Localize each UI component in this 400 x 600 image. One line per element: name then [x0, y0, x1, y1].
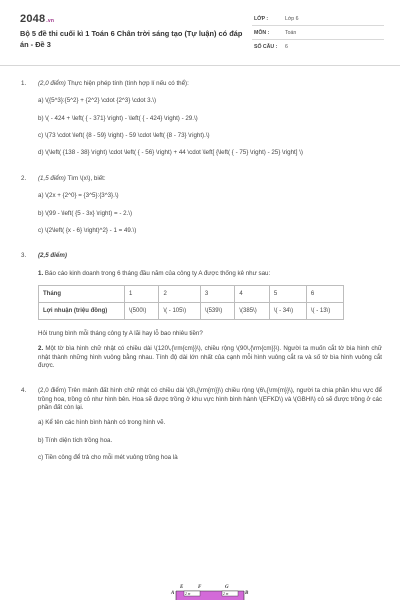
question-paragraph: 2. Một tờ bìa hình chữ nhật có chiều dài \(120\,{\rm{cm}}\), chiều rộng \(90\,{\rm{cm}}\). Người ta muốn cắt tờ bìa hình chữ nhật thành những hình vuông bằng nhau. Tính độ dài lớn nhất của cạnh mỗi hình vuông cắt ra và số tờ bìa hình vuông cắt được.: [38, 345, 382, 370]
question-number: 3.: [21, 252, 27, 260]
meta-info-box: [252, 12, 384, 54]
table-row: [39, 302, 344, 319]
table-header-cell: Tháng: [39, 285, 125, 302]
table-header-cell: Lợi nhuận (triệu đồng): [39, 302, 125, 319]
exam-content: [0, 80, 400, 480]
table-cell: 5: [269, 285, 306, 302]
question-item: c) Tiền công để trả cho mỗi mét vuông trồng hoa là: [38, 454, 178, 462]
question-number: 2.: [21, 174, 27, 182]
table-cell: 2: [159, 285, 200, 302]
page-title: Bộ 5 đề thi cuối kì 1 Toán 6 Chân trời sáng tạo (Tự luận) có đáp án - Đề 3: [20, 29, 243, 49]
question-prompt: (2,0 điểm) Thực hiện phép tính (tính hợp lí nếu có thể):: [38, 80, 189, 87]
question-item: b) Tính diện tích trồng hoa.: [38, 436, 113, 444]
points-label: (1,5 điểm): [38, 174, 66, 182]
question-item: c) \(73 \cdot \left( {8 - 59} \right) - 59 \cdot \left( {8 - 73} \right).\): [38, 132, 210, 140]
question-3: [0, 252, 400, 370]
question-2: [0, 175, 400, 235]
question-item: c) \(2\left( {x - 6} \right)^2} - 1 = 49.\): [38, 226, 137, 234]
question-number: 1.: [21, 80, 27, 87]
table-cell: 3: [200, 285, 234, 302]
dimension-label: 2 m: [185, 592, 191, 597]
table-cell: \( - 34\): [269, 302, 306, 319]
point-label: B: [245, 591, 249, 596]
question-paragraph: Hỏi trung bình mỗi tháng công ty A lãi hay lỗ bao nhiêu tiền?: [38, 329, 203, 337]
question-prompt: [38, 252, 382, 260]
meta-value: Toán: [285, 30, 297, 36]
points-label: (2,5 điểm): [38, 252, 67, 260]
table-cell: \(539\): [200, 302, 234, 319]
meta-label: MÔN :: [254, 30, 270, 36]
question-item: d) \(\left( {138 - 38} \right) \cdot \left( { - 56} \right) + 44 \cdot \left[ {\left( { - 75} \right) - 25} \right] \): [38, 149, 303, 157]
point-label: E: [180, 585, 184, 590]
meta-label: LỚP :: [254, 16, 269, 22]
document-header: [0, 0, 400, 66]
question-prompt: (2,0 điểm) Trên mảnh đất hình chữ nhật có chiều dài \(8\,{\rm{m}}\) chiều rộng \(6\,{\rm{m}}\), người ta chia phần khu vực để trồng hoa, trồng cỏ như hình bên. Hoa sẽ được trồng ở khu vực hình bình hành \(EFKD\) và \(GBHI\) cỏ sẽ được trồng ở các phần đất còn lại.: [38, 387, 382, 412]
question-1: [0, 80, 400, 158]
dimension-label: 2 m: [223, 592, 229, 597]
points-label: (2,0 điểm): [38, 80, 66, 87]
question-number: 4.: [21, 387, 27, 395]
meta-value: 6: [285, 44, 288, 50]
table-row: [39, 285, 344, 302]
question-paragraph: 1. Báo cáo kinh doanh trong 6 tháng đầu năm của công ty A được thống kê như sau:: [38, 269, 271, 277]
point-label: F: [198, 585, 202, 590]
points-label: (2,0 điểm): [38, 387, 67, 395]
site-logo[interactable]: 2048.vn: [20, 13, 55, 25]
table-cell: 6: [306, 285, 343, 302]
point-label: A: [171, 591, 175, 596]
question-4: [0, 387, 400, 462]
table-cell: \(500\): [125, 302, 159, 319]
question-item: b) \(99 - \left( {5 - 3x} \right) = - 2.\): [38, 209, 133, 217]
question-item: a) \(2x + {2^0} = {3^5}:{3^3}.\): [38, 192, 119, 200]
table-cell: \( - 13\): [306, 302, 343, 319]
profit-table: [38, 285, 344, 320]
meta-label: SỐ CÂU :: [254, 44, 278, 50]
table-cell: 1: [125, 285, 159, 302]
table-cell: \( - 105\): [159, 302, 200, 319]
table-cell: \(385\): [235, 302, 269, 319]
meta-row-subject: [252, 26, 384, 40]
table-cell: 4: [235, 285, 269, 302]
meta-row-class: [252, 12, 384, 26]
garden-figure: [170, 582, 250, 600]
question-prompt: (1,5 điểm) Tìm \(x\), biết:: [38, 174, 106, 182]
question-item: a) \({5^3}:{5^2} + {2^2} \cdot {2^3} \cdot 3.\): [38, 97, 157, 105]
meta-value: Lớp 6: [285, 16, 299, 22]
meta-row-question-count: [252, 40, 384, 54]
point-label: G: [225, 585, 229, 590]
question-item: b) \( - 424 + \left( { - 371} \right) - \left( { - 424} \right) - 29.\): [38, 114, 198, 122]
question-item: a) Kể tên các hình bình hành có trong hình vẽ.: [38, 419, 166, 427]
